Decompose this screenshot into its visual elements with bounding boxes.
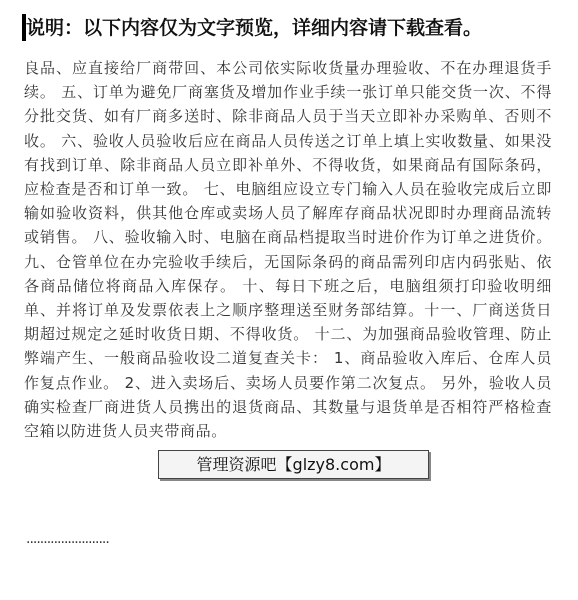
preview-notice: 说明：以下内容仅为文字预览，详细内容请下载查看。 (26, 17, 483, 39)
document-body-text: 良品、应直接给厂商带回、本公司依实际收货量办理验收、不在办理退货手续。 五、订单为避免厂商塞货及增加作业手续一张订单只能交货一次、不得分批交货、如有厂商多送时、除非商品人员于当天立即补办采购单、否则不收。 六、验收人员验收后应在商品人员传送之订单上填上实收数量、如果没有找到订单、除非商品人员立即补单外、不得收货，如果商品有国际条码，应检查是否和订单一致。 七、电脑组应设立专门输入人员在验收完成后立即输如验收资料，供其他仓库或卖场人员了解库存商品状况即时办理商品流转或销售。 八、验收输入时、电脑在商品档提取当时进价作为订单之进货价。 九、仓管单位在办完验收手续后，无国际条码的商品需列印店内码张贴、依各商品储位将商品入库保存。 十、每日下班之后，电脑组须打印验收明细单、并将订单及发票依表上之顺序整理送至财务部结算。十一、厂商送货日期超过规定之延时收货日期、不得收货。 十二、为加强商品验收管理、防止弊端产生、一般商品验收设二道复查关卡： 1、商品验收入库后、仓库人员作复点作业。 2、进入卖场后、卖场人员要作第二次复点。 另外，验收人员确实检查厂商进货人员携出的退货商品、其数量与退货单是否相符严格检查空箱以防进货人员夹带商品。 (24, 59, 552, 441)
truncation-dots: ························ (26, 535, 109, 551)
site-watermark: 管理资源吧【glzy8.com】 (158, 450, 429, 479)
